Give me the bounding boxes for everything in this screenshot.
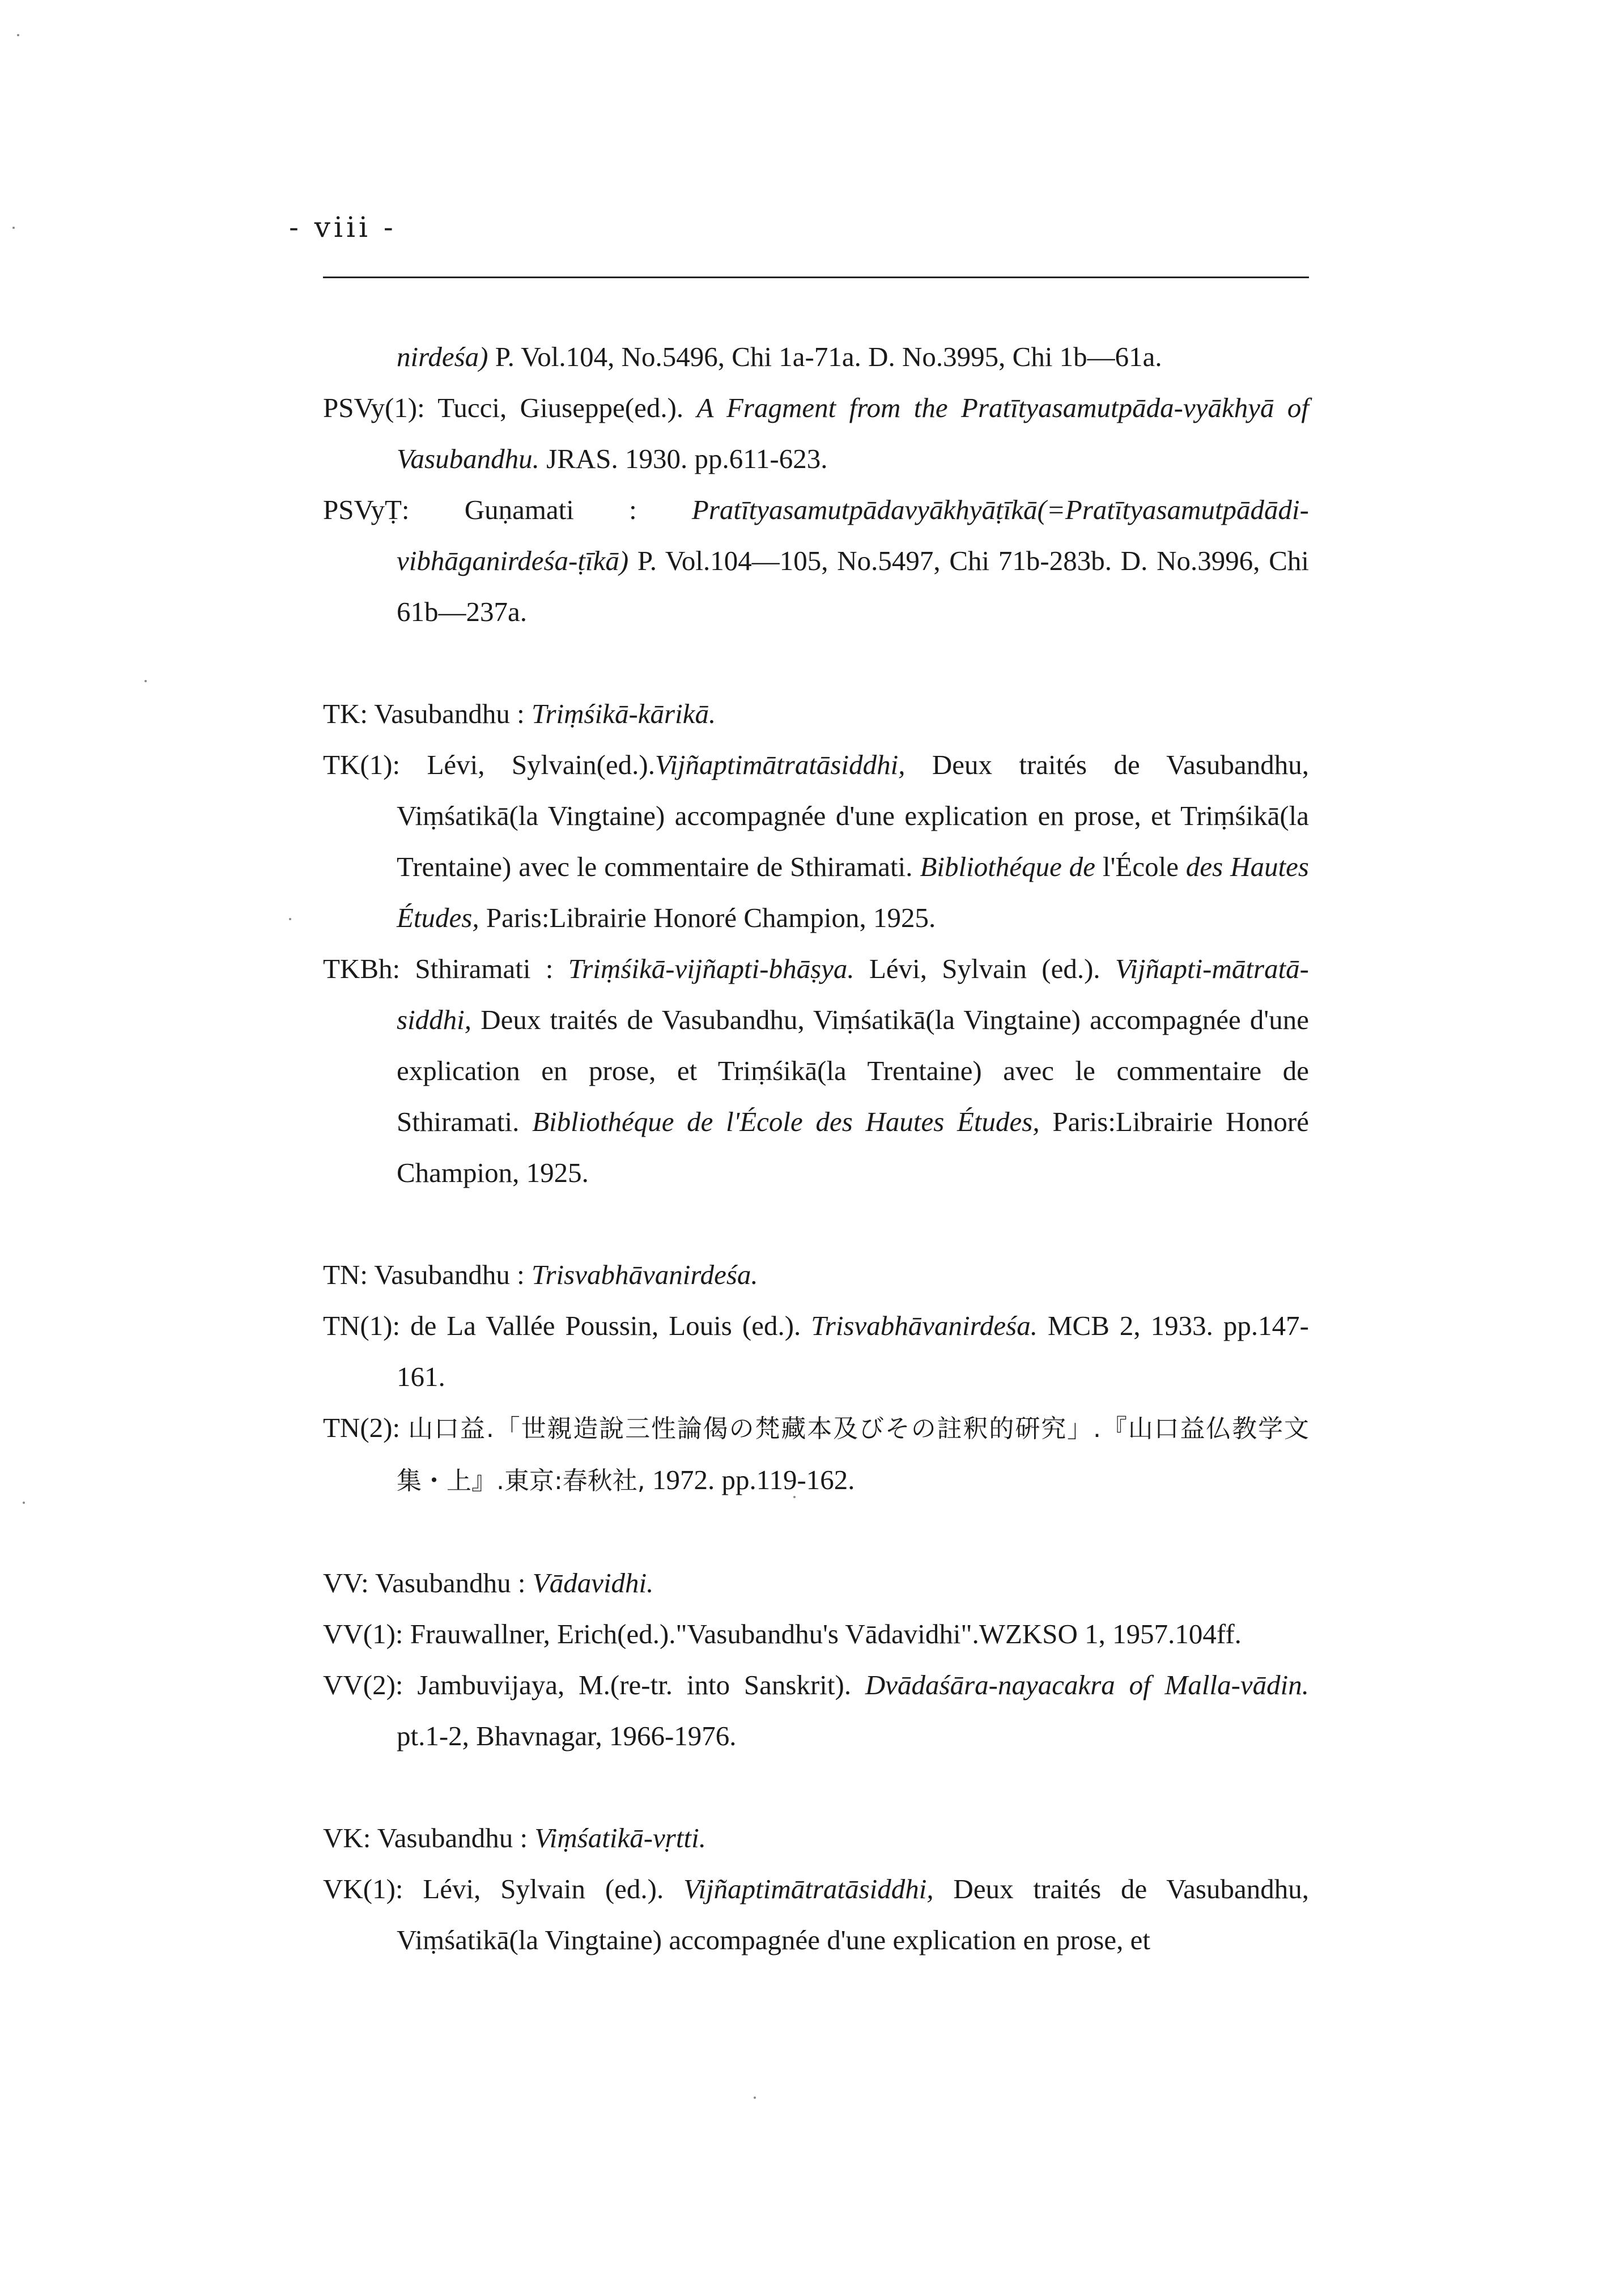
entry-text: Tucci, Giuseppe(ed.). [437, 392, 697, 423]
entry-psvy1 [323, 382, 1309, 484]
entry-tn [323, 1249, 1309, 1300]
scan-speck [144, 680, 147, 682]
entry-text: JRAS. 1930. pp.611-623. [539, 443, 828, 474]
entry-text: Paris:Librairie Honoré Champion, 1925. [479, 902, 936, 933]
entry-vv2 [323, 1660, 1309, 1762]
entry-text: Paris:Librairie Honoré Champion, 1925. [397, 1106, 1309, 1188]
entry-key: TKBh: [323, 953, 415, 984]
entry-italic: Triṃśikā-vijñapti-bhāṣya. [568, 953, 854, 984]
entry-continuation [323, 331, 1309, 382]
entry-text: Deux traités de Vasubandhu, Viṃśatikā(la Vingtaine) accompagnée d'une explication en prose, et Triṃśikā(la Trentaine) avec le commentaire de Sthiramati. [397, 749, 1309, 882]
entry-text: Deux traités de Vasubandhu, Viṃśatikā(la Vingtaine) accompagnée d'une explication en prose, et [397, 1873, 1309, 1955]
entry-italic: A Fragment from the Pratītyasamutpāda-vyākhyā of Vasubandhu. [397, 392, 1309, 474]
entry-italic: Bibliothéque de [920, 851, 1096, 882]
entry-text: Deux traités de Vasubandhu, Viṃśatikā(la Vingtaine) accompagnée d'une explication en prose, et Triṃśikā(la Trentaine) avec le commentaire de Sthiramati. [397, 1004, 1309, 1137]
scan-speck [289, 918, 291, 920]
scan-speck [17, 34, 19, 36]
entry-key: VK(1): [323, 1873, 423, 1904]
entry-text: Vasubandhu : [374, 698, 532, 729]
entry-italic: Dvādaśāra-nayacakra of Malla-vādin. [865, 1669, 1309, 1700]
entry-italic: Vādavidhi. [532, 1567, 654, 1598]
entry-italic: Vijñapti-mātratā-siddhi, [397, 953, 1310, 1035]
entry-italic: Vijñaptimātratāsiddhi, [683, 1873, 934, 1904]
entry-text: P. Vol.104, No.5496, Chi 1a-71a. D. No.3995, Chi 1b—61a. [488, 341, 1162, 372]
entry-text: Sthiramati : [415, 953, 568, 984]
entry-key: TN(2): [323, 1412, 409, 1443]
entry-key: TN(1): [323, 1310, 411, 1341]
entry-key: VV: [323, 1567, 376, 1598]
entry-italic: Trisvabhāvanirdeśa. [811, 1310, 1038, 1341]
entry-tn2 [323, 1402, 1309, 1507]
entry-text: Lévi, Sylvain (ed.). [423, 1873, 684, 1904]
entry-tk [323, 688, 1309, 739]
header-rule [323, 277, 1309, 278]
entry-italic: Trisvabhāvanirdeśa. [531, 1259, 758, 1290]
entry-italic: des Hautes Études, [397, 851, 1309, 933]
entry-italic: Triṃśikā-kārikā. [531, 698, 716, 729]
entry-text: Guṇamati : [464, 494, 692, 525]
bibliography-list [323, 331, 1309, 1966]
entry-vv [323, 1558, 1309, 1609]
entry-key: VV(1): [323, 1618, 410, 1649]
scan-speck [793, 1496, 796, 1498]
entry-key: PSVyṬ: [323, 494, 465, 525]
entry-vk [323, 1813, 1309, 1864]
scan-speck [23, 1502, 25, 1504]
entry-text: Vasubandhu : [377, 1822, 535, 1853]
entry-text: Jambuvijaya, M.(re-tr. into Sanskrit). [417, 1669, 865, 1700]
entry-key: TK: [323, 698, 375, 729]
entry-text: de La Vallée Poussin, Louis (ed.). [410, 1310, 811, 1341]
scan-speck [754, 2097, 756, 2099]
entry-text: MCB 2, 1933. pp.147-161. [397, 1310, 1309, 1392]
entry-text: Vasubandhu : [374, 1259, 532, 1290]
scan-speck [12, 227, 15, 229]
entry-key: TN: [323, 1259, 375, 1290]
entry-text: l'École [1095, 851, 1186, 882]
entry-italic: Pratītyasamutpādavyākhyāṭīkā(=Pratītyasamutpādādi-vibhāganirdeśa-ṭīkā) [397, 494, 1309, 576]
entry-vk1 [323, 1864, 1309, 1966]
entry-text: 1972. pp.119-162. [645, 1464, 855, 1495]
entry-tkbh [323, 943, 1309, 1198]
entry-text: Lévi, Sylvain(ed.). [427, 749, 655, 780]
entry-vv1 [323, 1609, 1309, 1660]
entry-italic: Vijñaptimātratāsiddhi, [655, 749, 905, 780]
entry-text: Vasubandhu : [375, 1567, 533, 1598]
entry-tk1 [323, 739, 1309, 943]
entry-cjk-text: 山口益.「世親造說三性論偈の梵藏本及びその註釈的硏究」.『山口益仏教学文集・上』.東京:春秋社, [397, 1414, 1309, 1495]
entry-text: P. Vol.104—105, No.5497, Chi 71b-283b. D. No.3996, Chi 61b—237a. [397, 545, 1309, 627]
entry-key: PSVy(1): [323, 392, 438, 423]
entry-text: pt.1-2, Bhavnagar, 1966-1976. [397, 1720, 737, 1751]
entry-italic: Viṃśatikā-vṛtti. [534, 1822, 706, 1853]
entry-italic: Bibliothéque de l'École des Hautes Études, [532, 1106, 1040, 1137]
page-number: - viii - [289, 211, 397, 244]
entry-text: Lévi, Sylvain (ed.). [854, 953, 1115, 984]
entry-italic: nirdeśa) [397, 341, 488, 372]
entry-text: Frauwallner, Erich(ed.)."Vasubandhu's Vādavidhi".WZKSO 1, 1957.104ff. [410, 1618, 1242, 1649]
entry-key: VK: [323, 1822, 377, 1853]
entry-tn1 [323, 1300, 1309, 1402]
entry-key: TK(1): [323, 749, 427, 780]
entry-key: VV(2): [323, 1669, 418, 1700]
entry-psvyt [323, 484, 1309, 637]
